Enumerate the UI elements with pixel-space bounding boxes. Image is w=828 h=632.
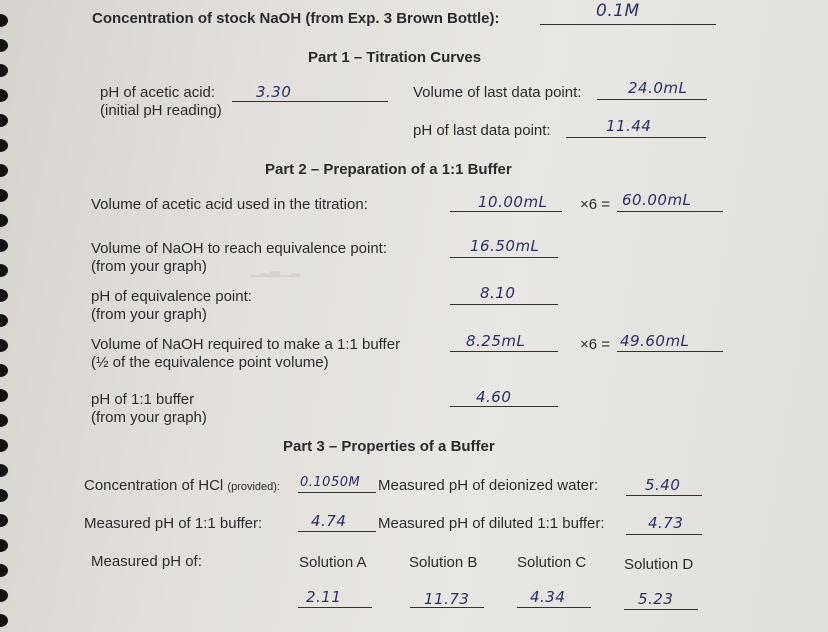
binder-hole bbox=[0, 289, 8, 302]
times6-b: ×6 = bbox=[580, 336, 611, 353]
vol-last-line bbox=[597, 99, 707, 100]
binder-hole bbox=[0, 564, 8, 577]
binder-hole bbox=[0, 114, 8, 127]
solution-a-line bbox=[298, 607, 372, 608]
ph-last-label: pH of last data point: bbox=[413, 122, 551, 139]
bleed-through-text: ▁▂▃▁▂ bbox=[250, 262, 300, 277]
part1-title: Part 1 – Titration Curves bbox=[308, 49, 482, 66]
binder-hole bbox=[0, 489, 8, 502]
part2-title: Part 2 – Preparation of a 1:1 Buffer bbox=[265, 161, 512, 178]
vol-naoh-buffer-x6-line bbox=[617, 351, 723, 352]
vol-naoh-buffer-value: 8.25mL bbox=[466, 332, 526, 350]
vol-naoh-buffer-line bbox=[450, 351, 558, 352]
binder-hole bbox=[0, 614, 8, 627]
ph-diluted-line bbox=[626, 534, 702, 535]
binder-hole bbox=[0, 214, 8, 227]
binder-hole bbox=[0, 189, 8, 202]
solution-d-value: 5.23 bbox=[638, 590, 674, 608]
ph-last-line bbox=[566, 137, 706, 138]
solution-c-line bbox=[517, 607, 591, 608]
vol-acetic-line bbox=[450, 211, 562, 212]
ph-diluted-value: 4.73 bbox=[648, 514, 684, 532]
hcl-value: 0.1050M bbox=[300, 475, 361, 490]
binder-hole bbox=[0, 364, 8, 377]
stock-naoh-value: 0.1M bbox=[596, 1, 640, 21]
binder-hole bbox=[0, 139, 8, 152]
vol-naoh-buffer-x6-value: 49.60mL bbox=[620, 332, 690, 350]
ph-acetic-value: 3.30 bbox=[256, 83, 292, 101]
vol-naoh-buffer-sub: (½ of the equivalence point volume) bbox=[91, 354, 329, 371]
hcl-label-text: Concentration of HCl bbox=[84, 477, 224, 494]
ph-buffer-graph-line bbox=[450, 406, 558, 407]
binder-hole bbox=[0, 439, 8, 452]
solution-c-label: Solution C bbox=[517, 554, 587, 571]
vol-naoh-equiv-label: Volume of NaOH to reach equivalence point: bbox=[91, 240, 388, 257]
binder-hole bbox=[0, 389, 8, 402]
hcl-provided-text: (provided): bbox=[227, 481, 280, 493]
solution-c-value: 4.34 bbox=[530, 588, 566, 606]
ph-equiv-value: 8.10 bbox=[480, 284, 516, 302]
binder-hole bbox=[0, 239, 8, 252]
solution-d-line bbox=[624, 609, 698, 610]
ph-equiv-label: pH of equivalence point: bbox=[91, 288, 252, 305]
binder-hole bbox=[0, 39, 8, 52]
ph-acetic-line bbox=[232, 101, 388, 102]
ph-equiv-line bbox=[450, 304, 558, 305]
ph-equiv-sub: (from your graph) bbox=[91, 306, 207, 323]
stock-naoh-line bbox=[540, 24, 716, 25]
ph-buffer-graph-value: 4.60 bbox=[476, 388, 512, 406]
binder-hole bbox=[0, 464, 8, 477]
solution-a-label: Solution A bbox=[299, 554, 367, 571]
vol-acetic-value: 10.00mL bbox=[478, 193, 548, 211]
measured-ph-of-label: Measured pH of: bbox=[91, 553, 202, 570]
vol-last-value: 24.0mL bbox=[628, 79, 688, 97]
vol-acetic-label: Volume of acetic acid used in the titration: bbox=[91, 196, 368, 213]
binder-hole bbox=[0, 89, 8, 102]
vol-naoh-buffer-label: Volume of NaOH required to make a 1:1 buffer bbox=[91, 336, 401, 353]
solution-a-value: 2.11 bbox=[306, 588, 342, 606]
vol-acetic-x6-line bbox=[617, 211, 723, 212]
vol-naoh-equiv-line bbox=[450, 257, 558, 258]
hcl-label bbox=[84, 477, 280, 496]
hcl-line bbox=[298, 492, 376, 493]
stock-naoh-label: Concentration of stock NaOH (from Exp. 3 Brown Bottle): bbox=[92, 10, 500, 27]
vol-naoh-equiv-sub: (from your graph) bbox=[91, 258, 207, 275]
vol-acetic-x6-value: 60.00mL bbox=[622, 191, 692, 209]
ph-last-value: 11.44 bbox=[606, 117, 652, 135]
ph-buffer-measured-line bbox=[298, 531, 376, 532]
solution-d-label: Solution D bbox=[624, 556, 694, 573]
binder-hole bbox=[0, 514, 8, 527]
binder-hole bbox=[0, 64, 8, 77]
ph-acetic-label: pH of acetic acid: bbox=[100, 84, 216, 101]
vol-naoh-equiv-value: 16.50mL bbox=[470, 237, 540, 255]
vol-last-label: Volume of last data point: bbox=[413, 84, 582, 101]
ph-di-line bbox=[626, 495, 702, 496]
ph-di-label: Measured pH of deionized water: bbox=[378, 477, 599, 494]
ph-buffer-graph-label: pH of 1:1 buffer bbox=[91, 391, 195, 408]
binder-hole bbox=[0, 14, 8, 27]
ph-buffer-measured-value: 4.74 bbox=[311, 512, 347, 530]
ph-di-value: 5.40 bbox=[645, 476, 681, 494]
binder-hole bbox=[0, 314, 8, 327]
solution-b-value: 11.73 bbox=[424, 590, 470, 608]
binder-hole bbox=[0, 589, 8, 602]
solution-b-label: Solution B bbox=[409, 554, 478, 571]
binder-hole bbox=[0, 339, 8, 352]
times6-a: ×6 = bbox=[580, 196, 611, 213]
binder-hole bbox=[0, 539, 8, 552]
ph-acetic-sub: (initial pH reading) bbox=[100, 102, 222, 119]
binder-hole bbox=[0, 264, 8, 277]
binder-hole bbox=[0, 414, 8, 427]
ph-buffer-graph-sub: (from your graph) bbox=[91, 409, 207, 426]
part3-title: Part 3 – Properties of a Buffer bbox=[283, 438, 495, 455]
binder-hole bbox=[0, 164, 8, 177]
ph-diluted-label: Measured pH of diluted 1:1 buffer: bbox=[378, 515, 605, 532]
ph-buffer-measured-label: Measured pH of 1:1 buffer: bbox=[84, 515, 263, 532]
